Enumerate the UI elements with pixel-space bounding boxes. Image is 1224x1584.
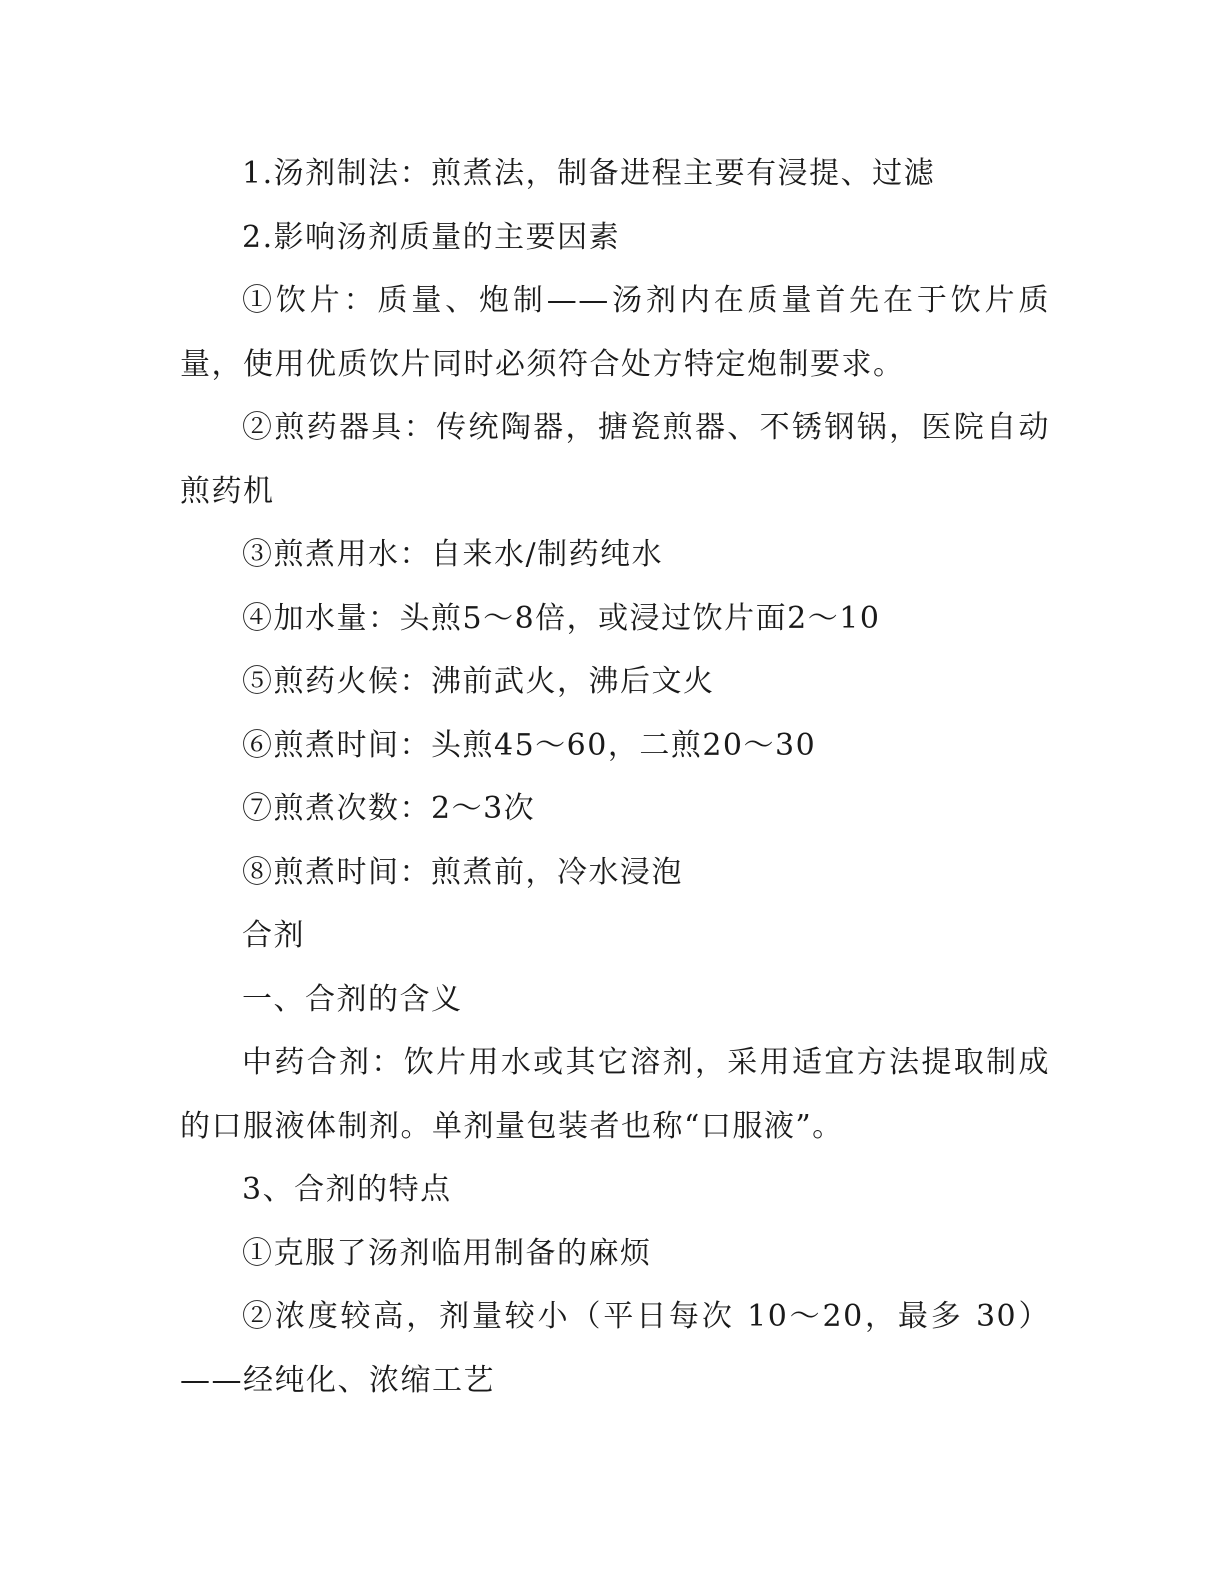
paragraph-decoction-method: 1.汤剂制法：煎煮法，制备进程主要有浸提、过滤 [242, 156, 936, 191]
paragraph-factor-utensils: ②煎药器具：传统陶器，搪瓷煎器、不锈钢锅，医院自动煎药机 [180, 410, 1050, 509]
paragraph-mixture-definition: 中药合剂：饮片用水或其它溶剂，采用适宜方法提取制成的口服液体制剂。单剂量包装者也称“口服液”。 [180, 1045, 1050, 1144]
paragraph-quality-factors-heading: 2.影响汤剂质量的主要因素 [242, 219, 621, 255]
paragraph-factor-soak: ⑧煎煮时间：煎煮前，冷水浸泡 [242, 854, 683, 890]
paragraph-factor-water-amount: ④加水量：头煎5～8倍，或浸过饮片面2～10 [242, 600, 881, 636]
paragraph-feature-2: ②浓度较高，剂量较小（平日每次 10～20，最多 30）——经纯化、浓缩工艺 [180, 1299, 1050, 1398]
section-heading-features: 3、合剂的特点 [242, 1172, 452, 1207]
paragraph-feature-1: ①克服了汤剂临用制备的麻烦 [242, 1235, 652, 1271]
section-heading-definition: 一、合剂的含义 [242, 981, 463, 1017]
paragraph-factor-heat: ⑤煎药火候：沸前武火，沸后文火 [242, 664, 715, 699]
document-body [180, 142, 1050, 1412]
section-heading-mixture: 合剂 [242, 918, 305, 953]
paragraph-factor-water: ③煎煮用水：自来水/制药纯水 [242, 537, 664, 572]
paragraph-factor-slices: ①饮片：质量、炮制——汤剂内在质量首先在于饮片质量，使用优质饮片同时必须符合处方特定炮制要求。 [180, 283, 1050, 382]
paragraph-factor-count: ⑦煎煮次数：2～3次 [242, 791, 536, 826]
paragraph-factor-time: ⑥煎煮时间：头煎45～60，二煎20～30 [242, 727, 817, 763]
